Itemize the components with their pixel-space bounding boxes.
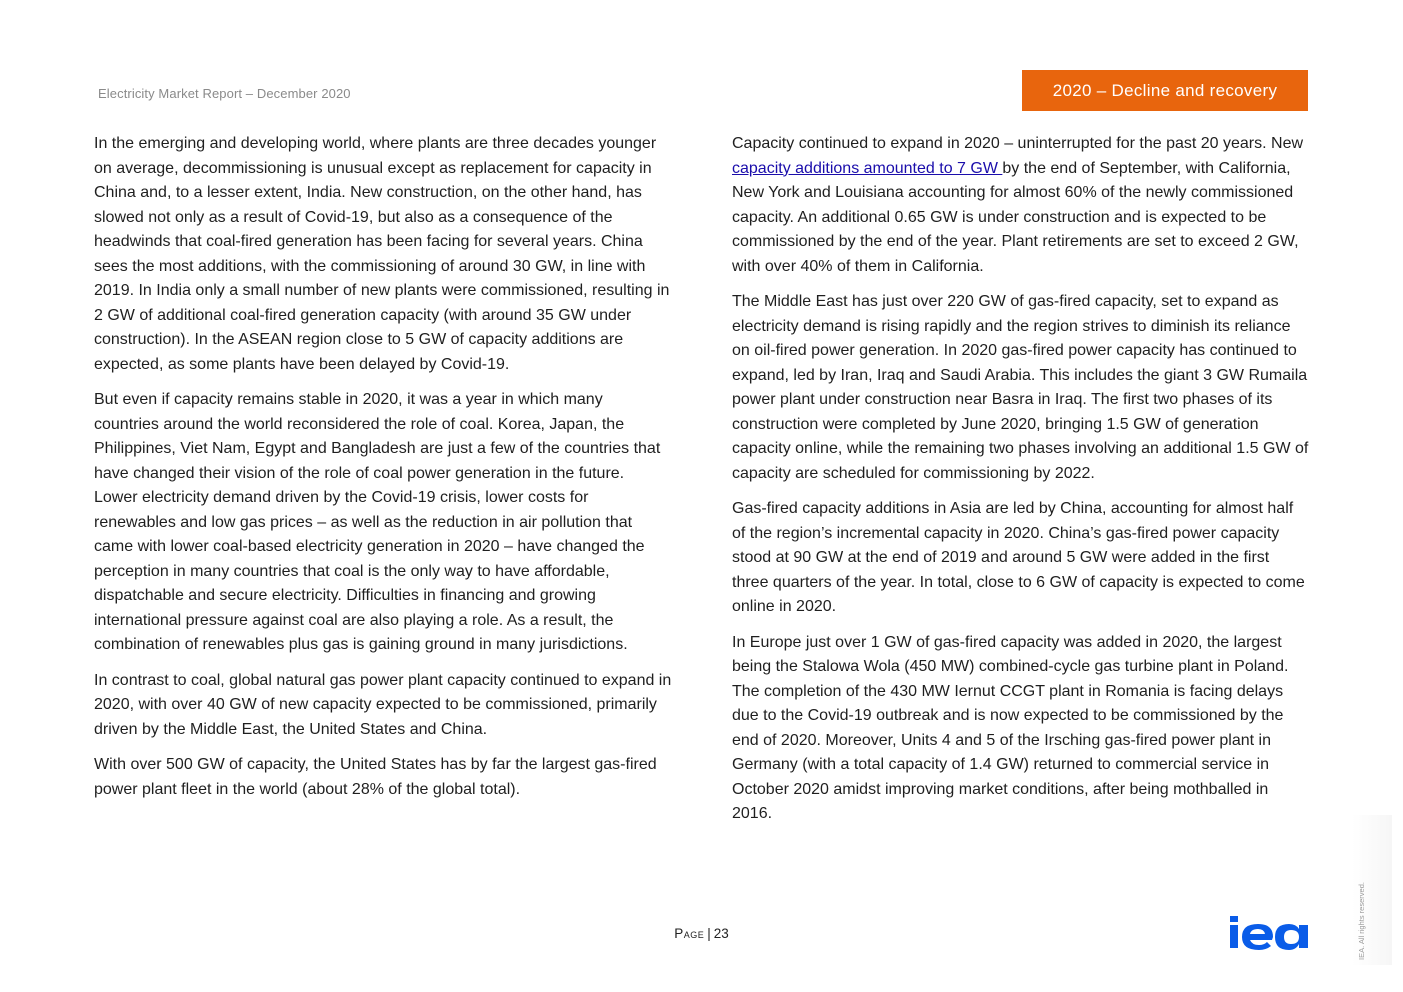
page-separator: | (707, 926, 711, 941)
page-number: 23 (713, 926, 729, 941)
iea-logo-icon (1228, 914, 1310, 950)
paragraph: In the emerging and developing world, where plants are three decades younger on average, decommissioning is unusual except as replacement for capacity in China and, to a lesser extent, India. New construction, on the other hand, has slowed not only as a result of Covid-19, but also as a consequence of the headwinds that coal-fired generation has been facing for several years. China sees the most additions, with the commissioning of around 30 GW, in line with 2019. In India only a small number of new plants were commissioned, resulting in 2 GW of additional coal-fired generation capacity (with around 35 GW under construction). In the ASEAN region close to 5 GW of capacity additions are expected, as some plants have been delayed by Covid-19. (94, 135, 670, 373)
paragraph (732, 132, 1310, 279)
section-tag: 2020 – Decline and recovery (1022, 70, 1308, 111)
capacity-additions-link[interactable]: capacity additions amounted to 7 GW (732, 159, 1003, 177)
paragraph-text: by the end of September, with California, New York and Louisiana accounting for almost 60% of the newly commissioned capacity. An additional 0.65 GW is under construction and is expected to be commissioned by the end of the year. Plant retirements are set to exceed 2 GW, with over 40% of them in California. (732, 159, 1299, 275)
rights-notice: IEA. All rights reserved. (1357, 882, 1366, 960)
right-column (732, 132, 1310, 838)
left-column (94, 132, 672, 813)
paragraph: Gas-fired capacity additions in Asia are led by China, accounting for almost half of the region’s incremental capacity in 2020. China’s gas-fired power capacity stood at 90 GW at the end of 2019 and around 5 GW were added in the first three quarters of the year. In total, close to 6 GW of capacity is expected to come online in 2020. (732, 500, 1305, 615)
page-footer (0, 926, 1403, 941)
paragraph: The Middle East has just over 220 GW of gas-fired capacity, set to expand as electricity demand is rising rapidly and the region strives to diminish its reliance on oil-fired power generation. In 2020 gas-fired power capacity has continued to expand, led by Iran, Iraq and Saudi Arabia. This includes the giant 3 GW Rumaila power plant under construction near Basra in Iraq. The first two phases of its construction were completed by June 2020, bringing 1.5 GW of generation capacity online, while the remaining two phases involving an additional 1.5 GW of capacity are scheduled for commissioning by 2022. (732, 293, 1309, 482)
paragraph-text: Capacity continued to expand in 2020 – uninterrupted for the past 20 years. New (732, 135, 1304, 152)
paragraph: With over 500 GW of capacity, the United States has by far the largest gas-fired power plant fleet in the world (about 28% of the global total). (94, 756, 657, 798)
paragraph: But even if capacity remains stable in 2020, it was a year in which many countries around the world reconsidered the role of coal. Korea, Japan, the Philippines, Viet Nam, Egypt and Bangladesh are just a few of the countries that have changed their vision of the role of coal power generation in the future. Lower electricity demand driven by the Covid-19 crisis, lower costs for renewables and low gas prices – as well as the reduction in air pollution that came with lower coal-based electricity generation in 2020 – have changed the perception in many countries that coal is the only way to have affordable, dispatchable and secure electricity. Difficulties in financing and growing international pressure against coal are also playing a role. As a result, the combination of renewables plus gas is gaining ground in many jurisdictions. (94, 391, 661, 653)
paragraph: In Europe just over 1 GW of gas-fired capacity was added in 2020, the largest being the Stalowa Wola (450 MW) combined-cycle gas turbine plant in Poland. The completion of the 430 MW Iernut CCGT plant in Romania is facing delays due to the Covid-19 outbreak and is now expected to be commissioned by the end of 2020. Moreover, Units 4 and 5 of the Irsching gas-fired power plant in Germany (with a total capacity of 1.4 GW) returned to commercial service in October 2020 amidst improving market conditions, after being mothballed in 2016. (732, 633, 1289, 822)
report-title: Electricity Market Report – December 2020 (98, 86, 351, 101)
paragraph: In contrast to coal, global natural gas power plant capacity continued to expand in 2020, with over 40 GW of new capacity expected to be commissioned, primarily driven by the Middle East, the United States and China. (94, 671, 672, 738)
page-label: Page (674, 926, 705, 941)
